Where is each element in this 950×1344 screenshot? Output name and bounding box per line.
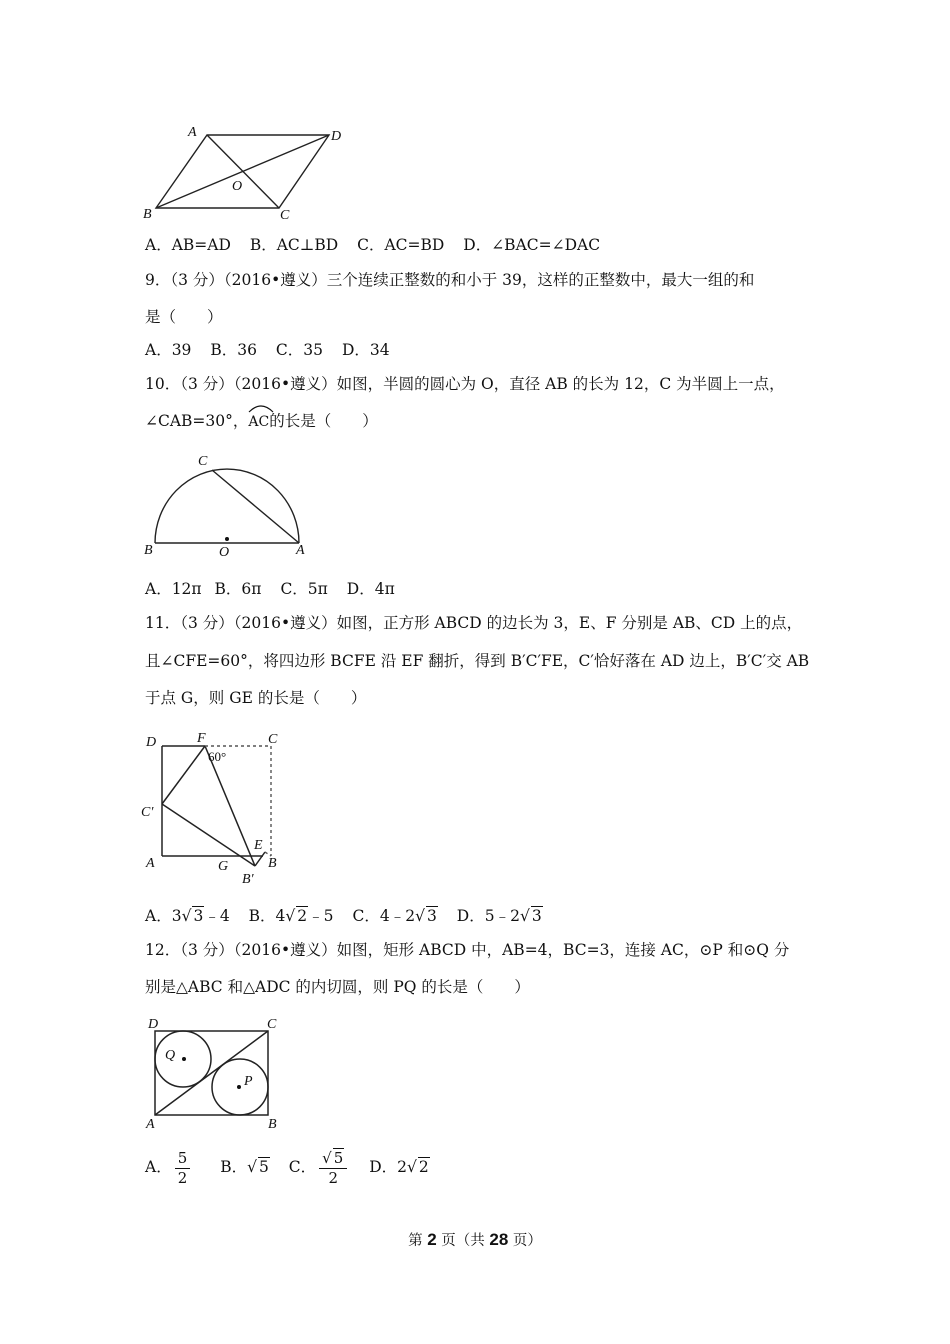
label-b: B [144, 543, 153, 558]
q9-text-line2: 是（ ） [145, 308, 223, 326]
label-c: C [280, 208, 290, 222]
label-c: C [198, 454, 208, 469]
q8-option-d: D．∠BAC=∠DAC [463, 236, 601, 254]
label-b: B [143, 207, 152, 222]
label-a: A [296, 543, 305, 558]
q10-question-end: 的长是（ ） [269, 412, 378, 430]
label-c: C [267, 1017, 277, 1032]
arc-ac: AC [248, 411, 269, 432]
q11-option-d: D．5﹣2√ 3 [456, 907, 542, 925]
label-q: Q [165, 1048, 176, 1063]
parallelogram-figure [140, 122, 350, 222]
q10-option-c: C．5π [280, 580, 328, 598]
q9-option-a: A．39 [145, 341, 192, 359]
label-b: B [268, 1117, 277, 1132]
q12-option-a: A． $\frac{5}{2}$ [145, 1158, 193, 1176]
page-footer: 第 2 页（共 28 页） [408, 1230, 542, 1249]
q12-options [145, 1145, 444, 1189]
q11-text-line2: 且∠CFE=60°，将四边形 BCFE 沿 EF 翻折，得到 B′C′FE，C′恰好落在 AD 边上，B′C′交 AB [145, 652, 810, 670]
q12-option-d: D．2√ 2 [369, 1158, 429, 1176]
q10-text-line1: 10．（3 分）（2016•遵义）如图，半圆的圆心为 O，直径 AB 的长为 12，C 为半圆上一点， [145, 375, 785, 393]
q10-option-b: B．6π [214, 580, 262, 598]
q9-option-c: C．35 [275, 341, 324, 359]
q11-text-line3: 于点 G，则 GE 的长是（ ） [145, 689, 367, 707]
q11-option-c: C．4﹣2√ 3 [352, 907, 437, 925]
q8-options [145, 235, 614, 255]
q12-text-line2: 别是△ABC 和△ADC 的内切圆，则 PQ 的长是（ ） [145, 978, 530, 996]
q11-option-b: B．4√ 2﹣5 [248, 907, 334, 925]
q9-options [145, 340, 404, 360]
label-d: D [148, 1017, 159, 1032]
q11-options [145, 906, 557, 926]
folded-square-figure [138, 728, 288, 888]
total-pages: 28 [489, 1230, 509, 1249]
q9-option-b: B．36 [210, 341, 257, 359]
angle-60: 60° [208, 749, 227, 764]
label-f: F [197, 731, 206, 746]
page-number: 2 [427, 1230, 437, 1249]
label-p: P [244, 1074, 253, 1089]
label-c: C [268, 732, 278, 747]
q10-option-a: A．12π [145, 580, 202, 598]
label-b: B [268, 856, 277, 871]
label-d: D [146, 735, 157, 750]
q9-option-d: D．34 [341, 341, 390, 359]
q12-option-c: C． $\frac{√ 5}{2}$ [289, 1158, 350, 1176]
label-e: E [254, 838, 263, 853]
label-a: A [146, 856, 155, 871]
label-b-prime: B′ [242, 872, 254, 887]
q10-angle-text: ∠CAB=30°， [145, 412, 249, 430]
label-d: D [331, 129, 342, 144]
label-c-prime: C′ [141, 805, 154, 820]
rectangle-incircles-figure [140, 1012, 290, 1132]
q12-option-b: B．√ 5 [220, 1158, 269, 1176]
label-g: G [218, 859, 229, 874]
q10-option-d: D．4π [346, 580, 395, 598]
q10-options [145, 579, 409, 599]
q8-option-b: B．AC⊥BD [249, 236, 339, 254]
label-a: A [188, 125, 197, 140]
q12-text-line1: 12．（3 分）（2016•遵义）如图，矩形 ABCD 中，AB=4，BC=3，连接 AC，⊙P 和⊙Q 分 [145, 941, 790, 959]
label-a: A [146, 1117, 155, 1132]
q10-text-line2 [145, 411, 378, 432]
label-o: O [219, 545, 230, 560]
q8-option-a: A．AB=AD [145, 236, 231, 254]
semicircle-figure [140, 450, 315, 560]
q11-text-line1: 11．（3 分）（2016•遵义）如图，正方形 ABCD 的边长为 3，E、F 分别是 AB、CD 上的点， [145, 614, 803, 632]
label-o: O [232, 179, 243, 194]
q8-option-c: C．AC=BD [357, 236, 445, 254]
q9-text-line1: 9．（3 分）（2016•遵义）三个连续正整数的和小于 39，这样的正整数中，最大一组的和 [145, 271, 755, 289]
q11-option-a: A．3√ 3﹣4 [145, 907, 230, 925]
